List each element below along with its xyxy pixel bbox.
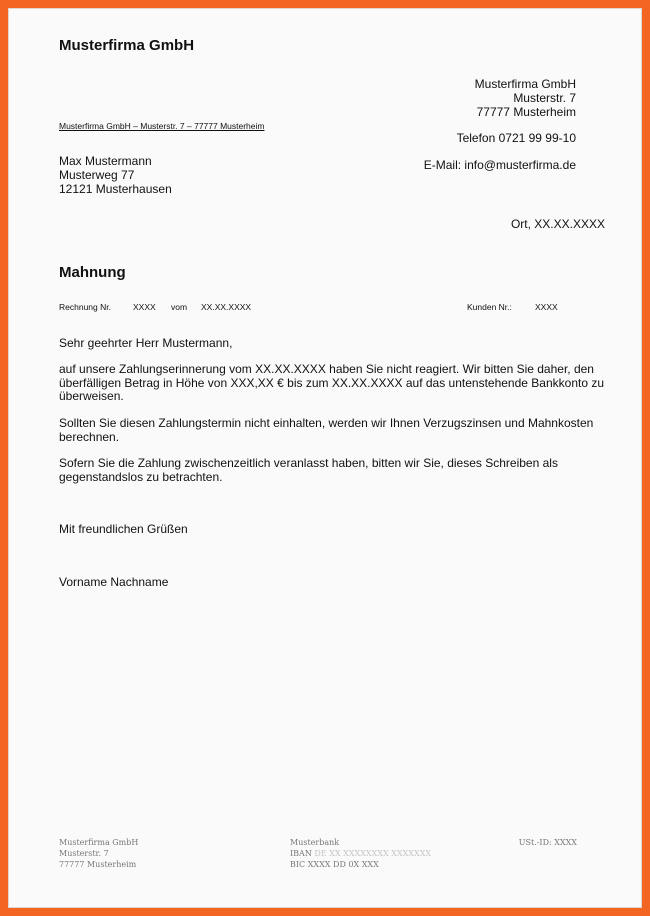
return-address-line: Musterfirma GmbH – Musterstr. 7 – 77777 Musterheim [59,121,265,131]
customer-number-value: XXXX [535,302,558,312]
invoice-date-value: XX.XX.XXXX [201,302,252,312]
sender-line: 77777 Musterheim [476,105,576,119]
body-paragraph: Sollten Sie diesen Zahlungstermin nicht einhalten, werden wir Ihnen Verzugszinsen und Mahnkosten berechnen. [59,416,594,444]
footer-line: 77777 Musterheim [59,860,137,869]
invoice-number-label: Rechnung Nr. [59,302,111,312]
body-paragraph: auf unsere Zahlungserinnerung vom XX.XX.XXXX haben Sie nicht reagiert. Wir bitten Sie daher, den überfälligen Betrag in Höhe von XXX,XX € bis zum XX.XX.XXXX auf das untenstehende Bankkonto zu überweisen. [59,362,605,403]
customer-number-label: Kunden Nr.: [467,302,512,312]
footer-line: Musterstr. 7 [59,849,109,858]
recipient-address [59,154,172,196]
sender-line: Musterstr. 7 [513,91,576,105]
invoice-number-value: XXXX [133,302,156,312]
footer-company [59,837,138,870]
recipient-line: Musterweg 77 [59,168,135,182]
sender-email: E-Mail: info@musterfirma.de [423,158,576,172]
letter-subject: Mahnung [59,264,126,281]
recipient-line: Max Mustermann [59,154,152,168]
letter-page [8,8,642,908]
company-title: Musterfirma GmbH [59,37,195,54]
body-paragraph: Sofern Sie die Zahlung zwischenzeitlich veranlasst haben, bitten wir Sie, dieses Schreiben als gegenstandslos zu betrachten. [59,456,558,484]
iban-value: DE XX XXXXXXXX XXXXXXX [314,849,432,858]
bic-line: BIC XXXX DD 0X XXX [290,860,379,869]
footer-bank [290,837,431,870]
bank-name: Musterbank [290,838,340,847]
iban-label: IBAN [290,849,312,858]
letter-date: Ort, XX.XX.XXXX [510,217,605,231]
signature-name: Vorname Nachname [59,575,169,589]
sender-address [388,77,576,119]
footer-line: Musterfirma GmbH [59,838,139,847]
footer-vat-id: USt.-ID: XXXX [518,838,577,847]
sender-line: Musterfirma GmbH [474,77,576,91]
closing: Mit freundlichen Grüßen [59,522,188,536]
salutation: Sehr geehrter Herr Mustermann, [59,336,233,350]
recipient-line: 12121 Musterhausen [59,182,172,196]
invoice-date-label: vom [171,302,188,312]
sender-phone: Telefon 0721 99 99-10 [456,131,576,145]
iban-line [290,848,431,859]
